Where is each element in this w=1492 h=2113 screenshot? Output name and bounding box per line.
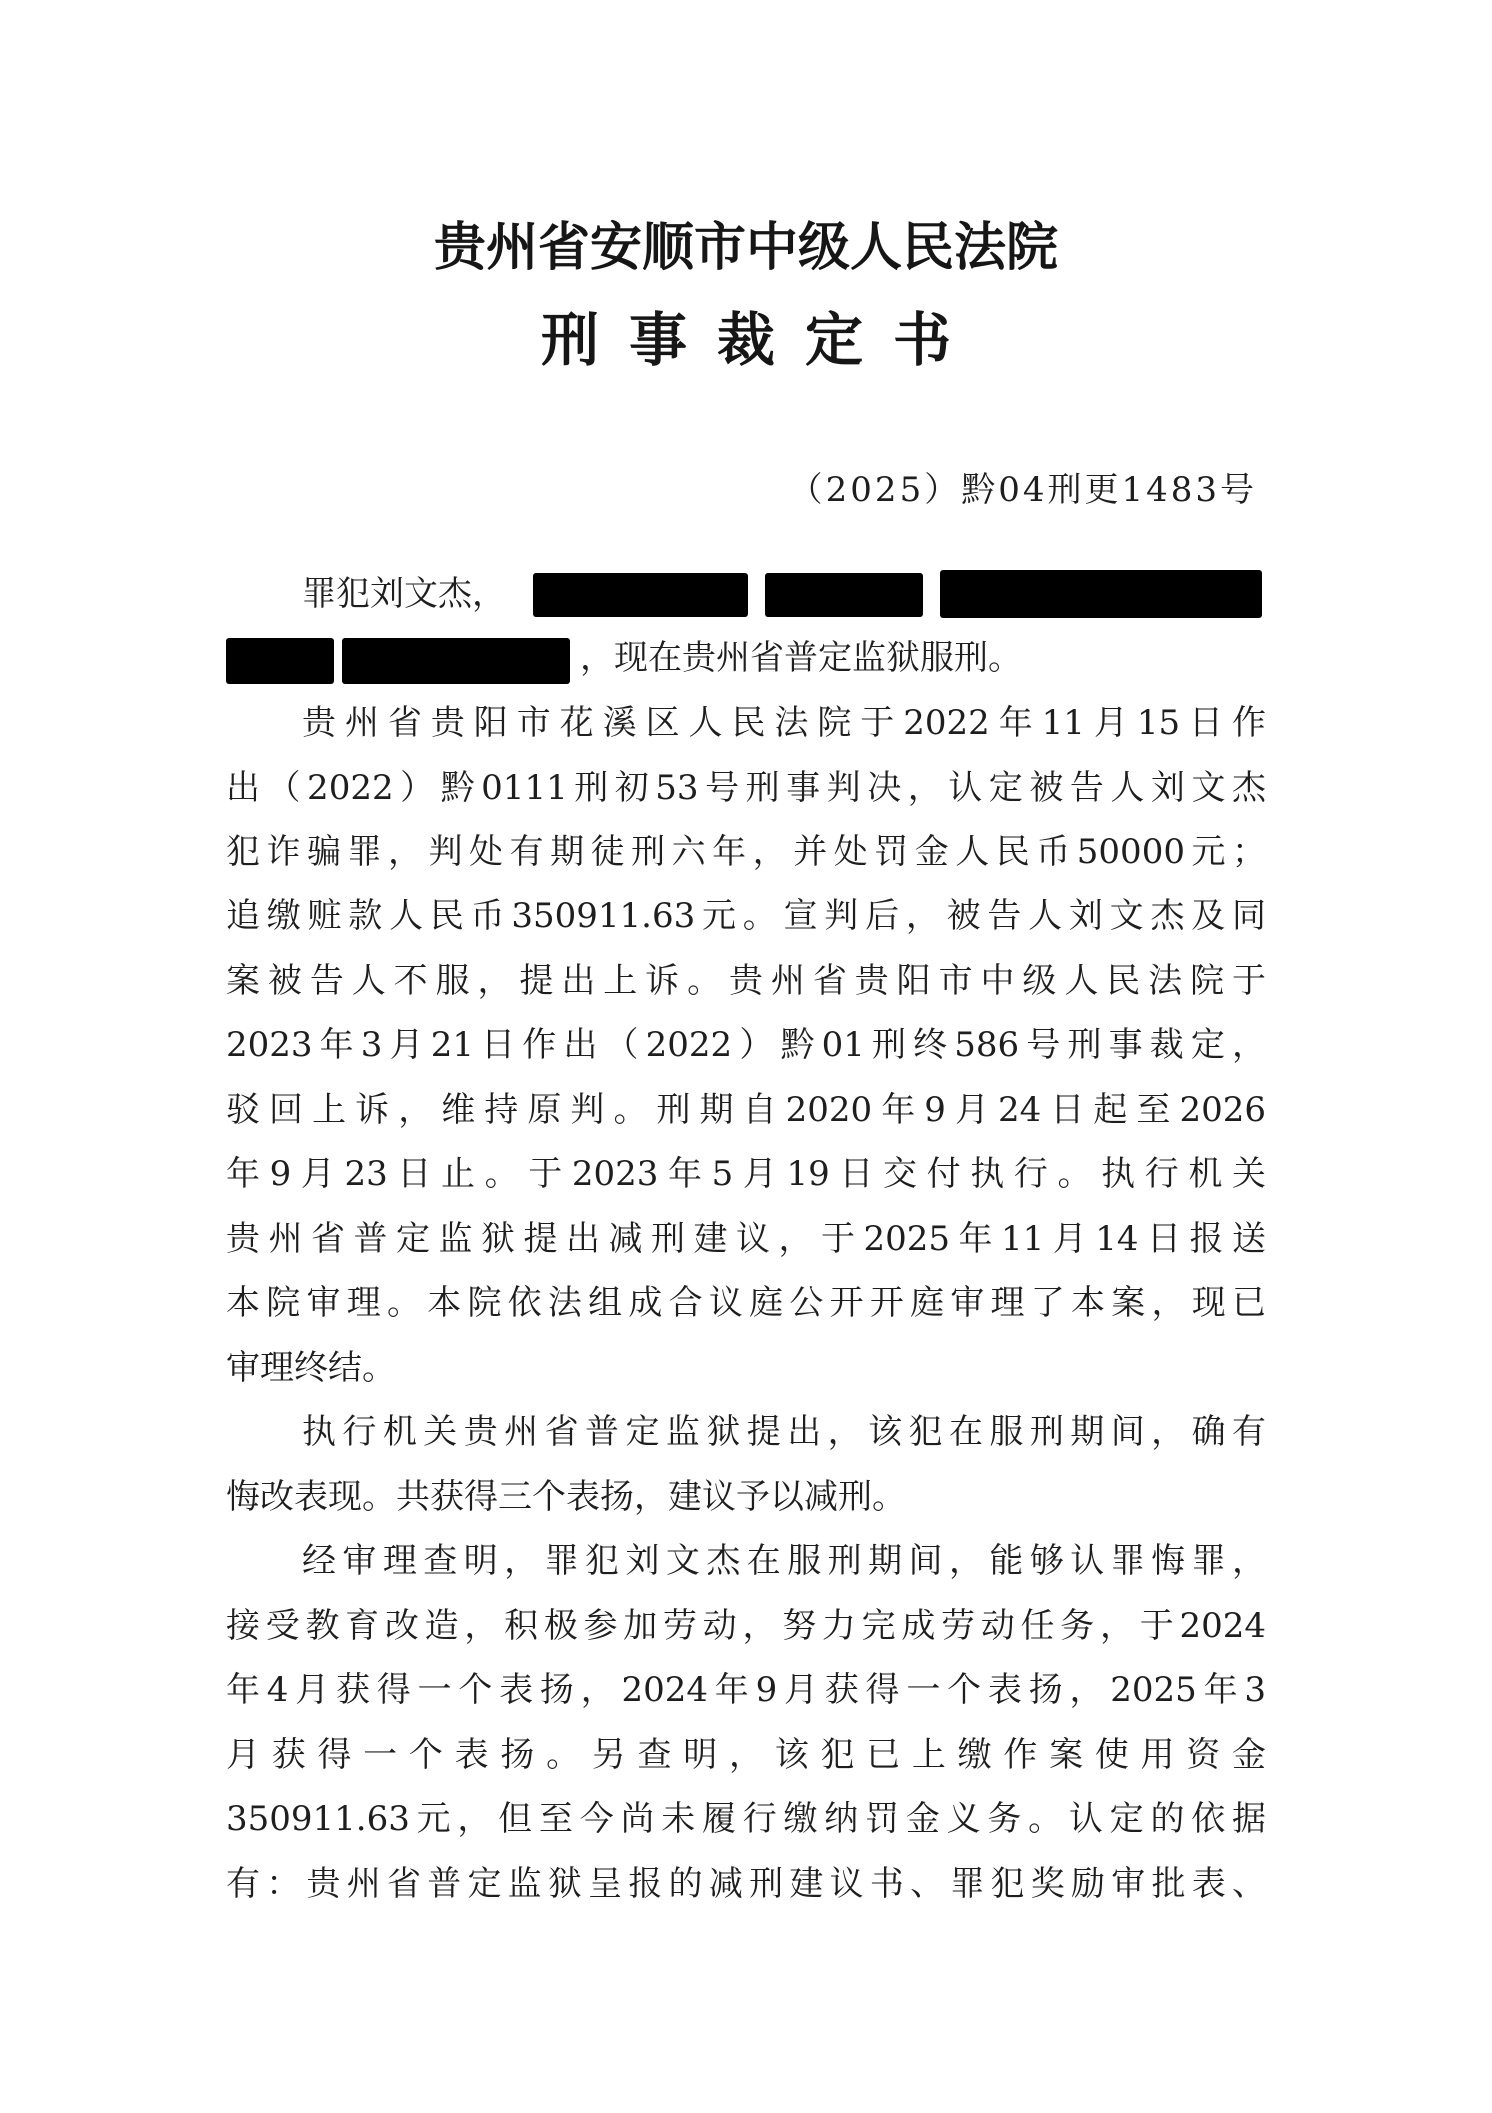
case-number: （2025）黔04刑更1483号 <box>788 470 1257 510</box>
text-line: 2023年3月21日作出（2022）黔01刑终586号刑事裁定， <box>226 1025 1266 1065</box>
text-line: 经审理查明，罪犯刘文杰在服刑期间，能够认罪悔罪， <box>302 1541 1266 1581</box>
text-line: 罪犯刘文杰， <box>302 574 506 614</box>
text-line: 350911.63元，但至今尚未履行缴纳罚金义务。认定的依据 <box>226 1799 1266 1839</box>
text-line: 审理终结。 <box>226 1348 396 1388</box>
text-line: 贵州省贵阳市花溪区人民法院于2022年11月15日作 <box>302 703 1266 743</box>
text-line: 接受教育改造，积极参加劳动，努力完成劳动任务，于2024 <box>226 1606 1266 1646</box>
text-line: 有：贵州省普定监狱呈报的减刑建议书、罪犯奖励审批表、 <box>226 1864 1266 1904</box>
text-line: 驳回上诉，维持原判。刑期自2020年9月24日起至2026 <box>226 1090 1266 1130</box>
redaction-block <box>226 638 334 684</box>
text-line: 出（2022）黔0111刑初53号刑事判决，认定被告人刘文杰 <box>226 768 1266 808</box>
document-title: 刑事裁定书 <box>540 306 981 374</box>
text-line: 本院审理。本院依法组成合议庭公开开庭审理了本案，现已 <box>226 1283 1266 1323</box>
redaction-block <box>533 573 748 617</box>
redaction-block <box>940 570 1262 618</box>
text-line: 执行机关贵州省普定监狱提出，该犯在服刑期间，确有 <box>302 1412 1266 1452</box>
text-line: 案被告人不服，提出上诉。贵州省贵阳市中级人民法院于 <box>226 961 1266 1001</box>
text-line: 悔改表现。共获得三个表扬，建议予以减刑。 <box>226 1477 906 1517</box>
court-name: 贵州省安顺市中级人民法院 <box>433 218 1058 278</box>
text-line: 追缴赃款人民币350911.63元。宣判后，被告人刘文杰及同 <box>226 896 1266 936</box>
redaction-block <box>765 573 923 617</box>
text-line: 月获得一个表扬。另查明，该犯已上缴作案使用资金 <box>226 1735 1266 1775</box>
text-line: 贵州省普定监狱提出减刑建议，于2025年11月14日报送 <box>226 1219 1266 1259</box>
redaction-block <box>342 638 570 684</box>
text-line: 年4月获得一个表扬，2024年9月获得一个表扬，2025年3 <box>226 1670 1266 1710</box>
text-line: 年9月23日止。于2023年5月19日交付执行。执行机关 <box>226 1154 1266 1194</box>
text-line: ，现在贵州省普定监狱服刑。 <box>580 638 1022 678</box>
text-line: 犯诈骗罪，判处有期徒刑六年，并处罚金人民币50000元； <box>226 832 1266 872</box>
